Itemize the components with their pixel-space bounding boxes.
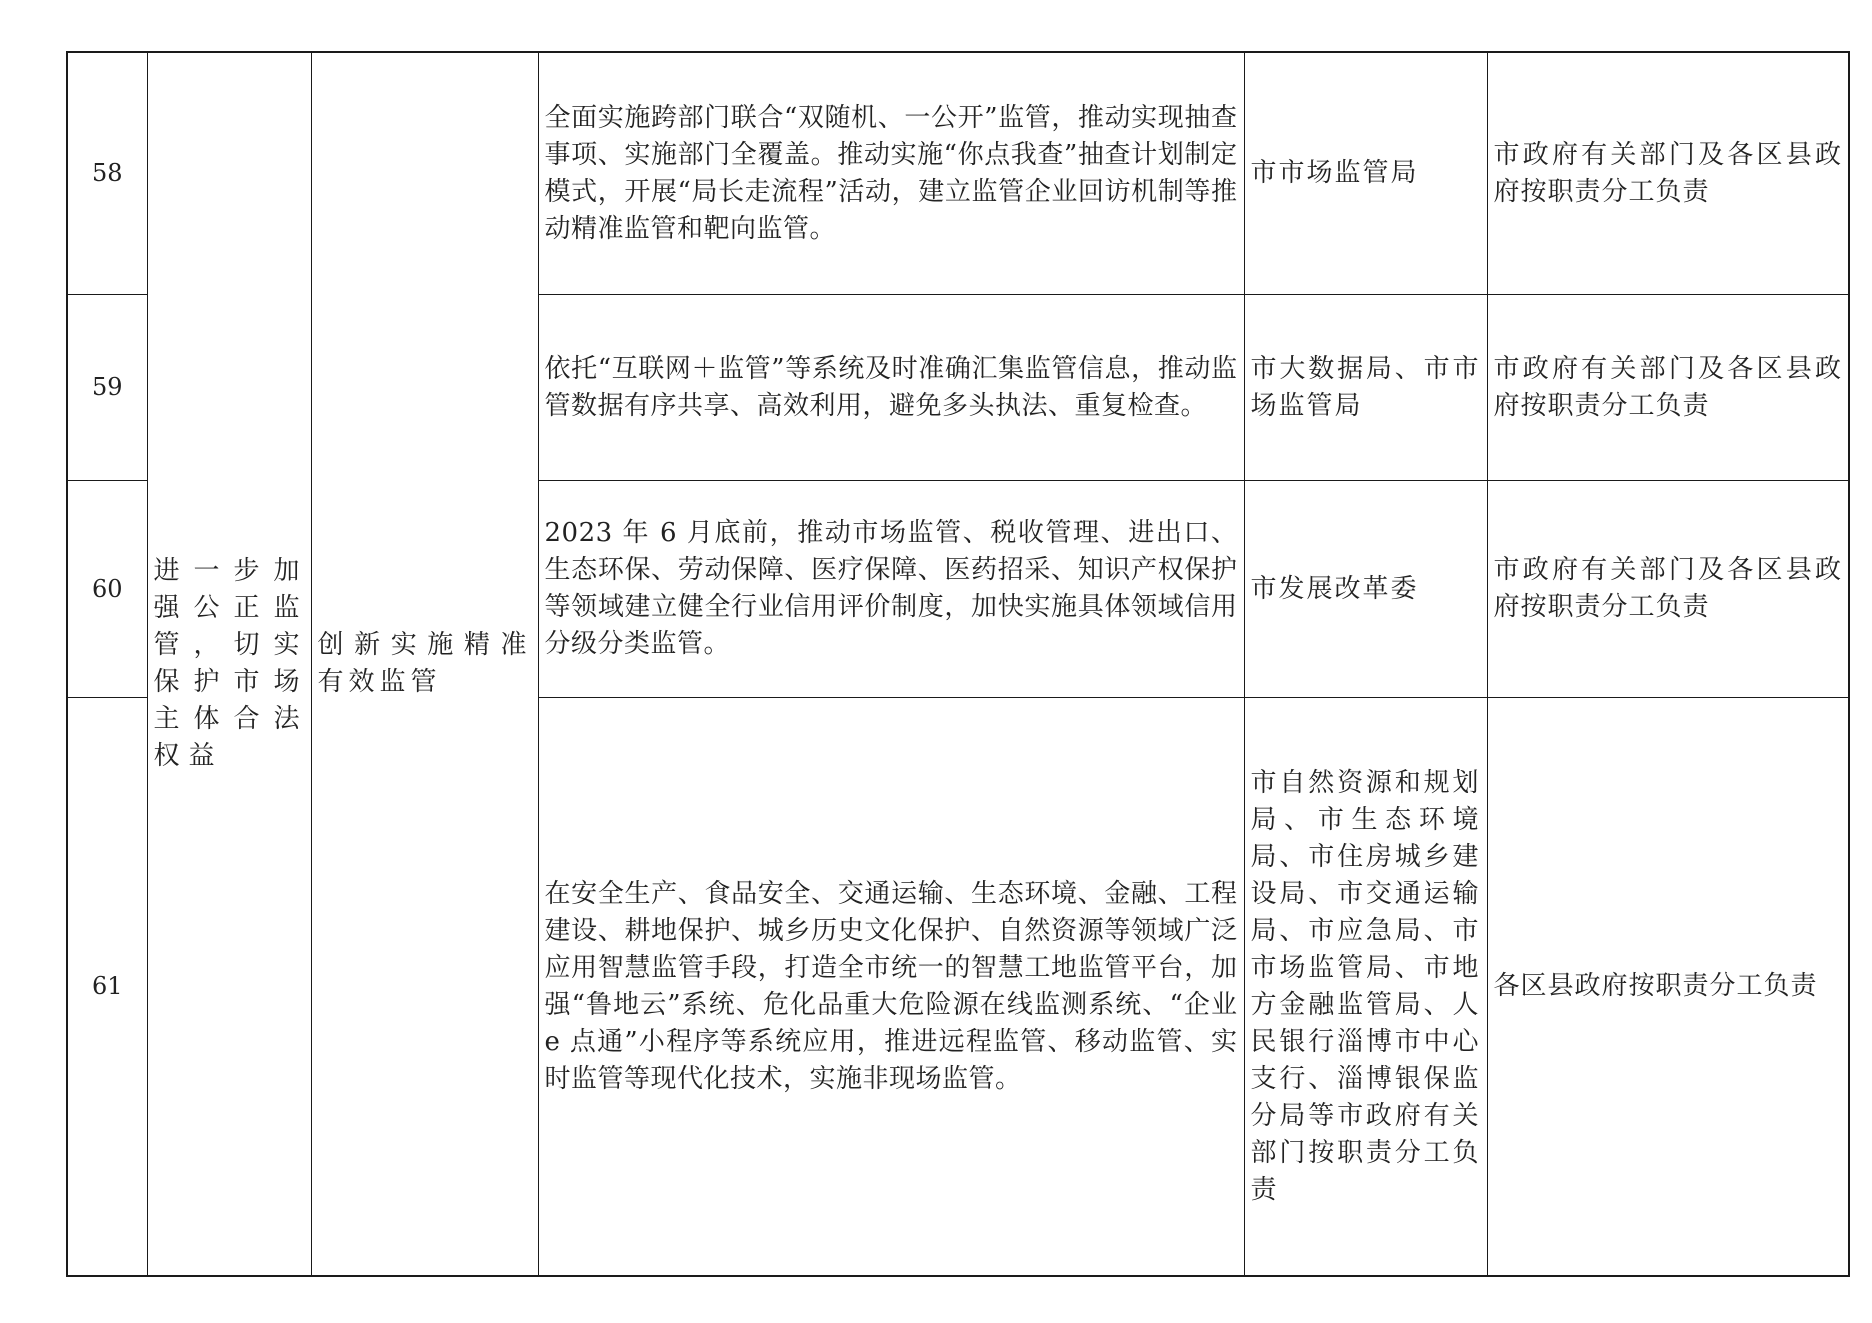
content-cell: 2023 年 6 月底前，推动市场监管、税收管理、进出口、生态环保、劳动保障、医疗保障、医药招采、知识产权保护等领域建立健全行业信用评价制度，加快实施具体领域信用分级分类监管。 bbox=[538, 481, 1244, 698]
cooperating-department-cell: 市政府有关部门及各区县政府按职责分工负责 bbox=[1487, 52, 1849, 295]
cooperating-department-cell: 市政府有关部门及各区县政府按职责分工负责 bbox=[1487, 295, 1849, 481]
cooperating-department-cell: 市政府有关部门及各区县政府按职责分工负责 bbox=[1487, 481, 1849, 698]
cooperating-department-cell: 各区县政府按职责分工负责 bbox=[1487, 698, 1849, 1277]
row-number: 58 bbox=[67, 52, 147, 295]
row-number: 60 bbox=[67, 481, 147, 698]
content-cell: 依托“互联网＋监管”等系统及时准确汇集监管信息，推动监管数据有序共享、高效利用，避免多头执法、重复检查。 bbox=[538, 295, 1244, 481]
measures-table bbox=[66, 51, 1850, 1277]
lead-department-cell: 市发展改革委 bbox=[1244, 481, 1487, 698]
measure-cell: 创新实施精准有效监管 bbox=[311, 52, 538, 1276]
lead-department-cell: 市大数据局、市市场监管局 bbox=[1244, 295, 1487, 481]
table-row bbox=[67, 52, 1849, 295]
content-cell: 在安全生产、食品安全、交通运输、生态环境、金融、工程建设、耕地保护、城乡历史文化保护、自然资源等领域广泛应用智慧监管手段，打造全市统一的智慧工地监管平台，加强“鲁地云”系统、危化品重大危险源在线监测系统、“企业 e 点通”小程序等系统应用，推进远程监管、移动监管、实时监管等现代化技术，实施非现场监管。 bbox=[538, 698, 1244, 1277]
content-cell: 全面实施跨部门联合“双随机、一公开”监管，推动实现抽查事项、实施部门全覆盖。推动实施“你点我查”抽查计划制定模式，开展“局长走流程”活动，建立监管企业回访机制等推动精准监管和靶向监管。 bbox=[538, 52, 1244, 295]
row-number: 61 bbox=[67, 698, 147, 1277]
lead-department-cell: 市自然资源和规划局、市生态环境局、市住房城乡建设局、市交通运输局、市应急局、市市场监管局、市地方金融监管局、人民银行淄博市中心支行、淄博银保监分局等市政府有关部门按职责分工负责 bbox=[1244, 698, 1487, 1277]
key-task-cell: 进一步加强公正监管，切实保护市场主体合法权益 bbox=[147, 52, 311, 1276]
lead-department-cell: 市市场监管局 bbox=[1244, 52, 1487, 295]
row-number: 59 bbox=[67, 295, 147, 481]
